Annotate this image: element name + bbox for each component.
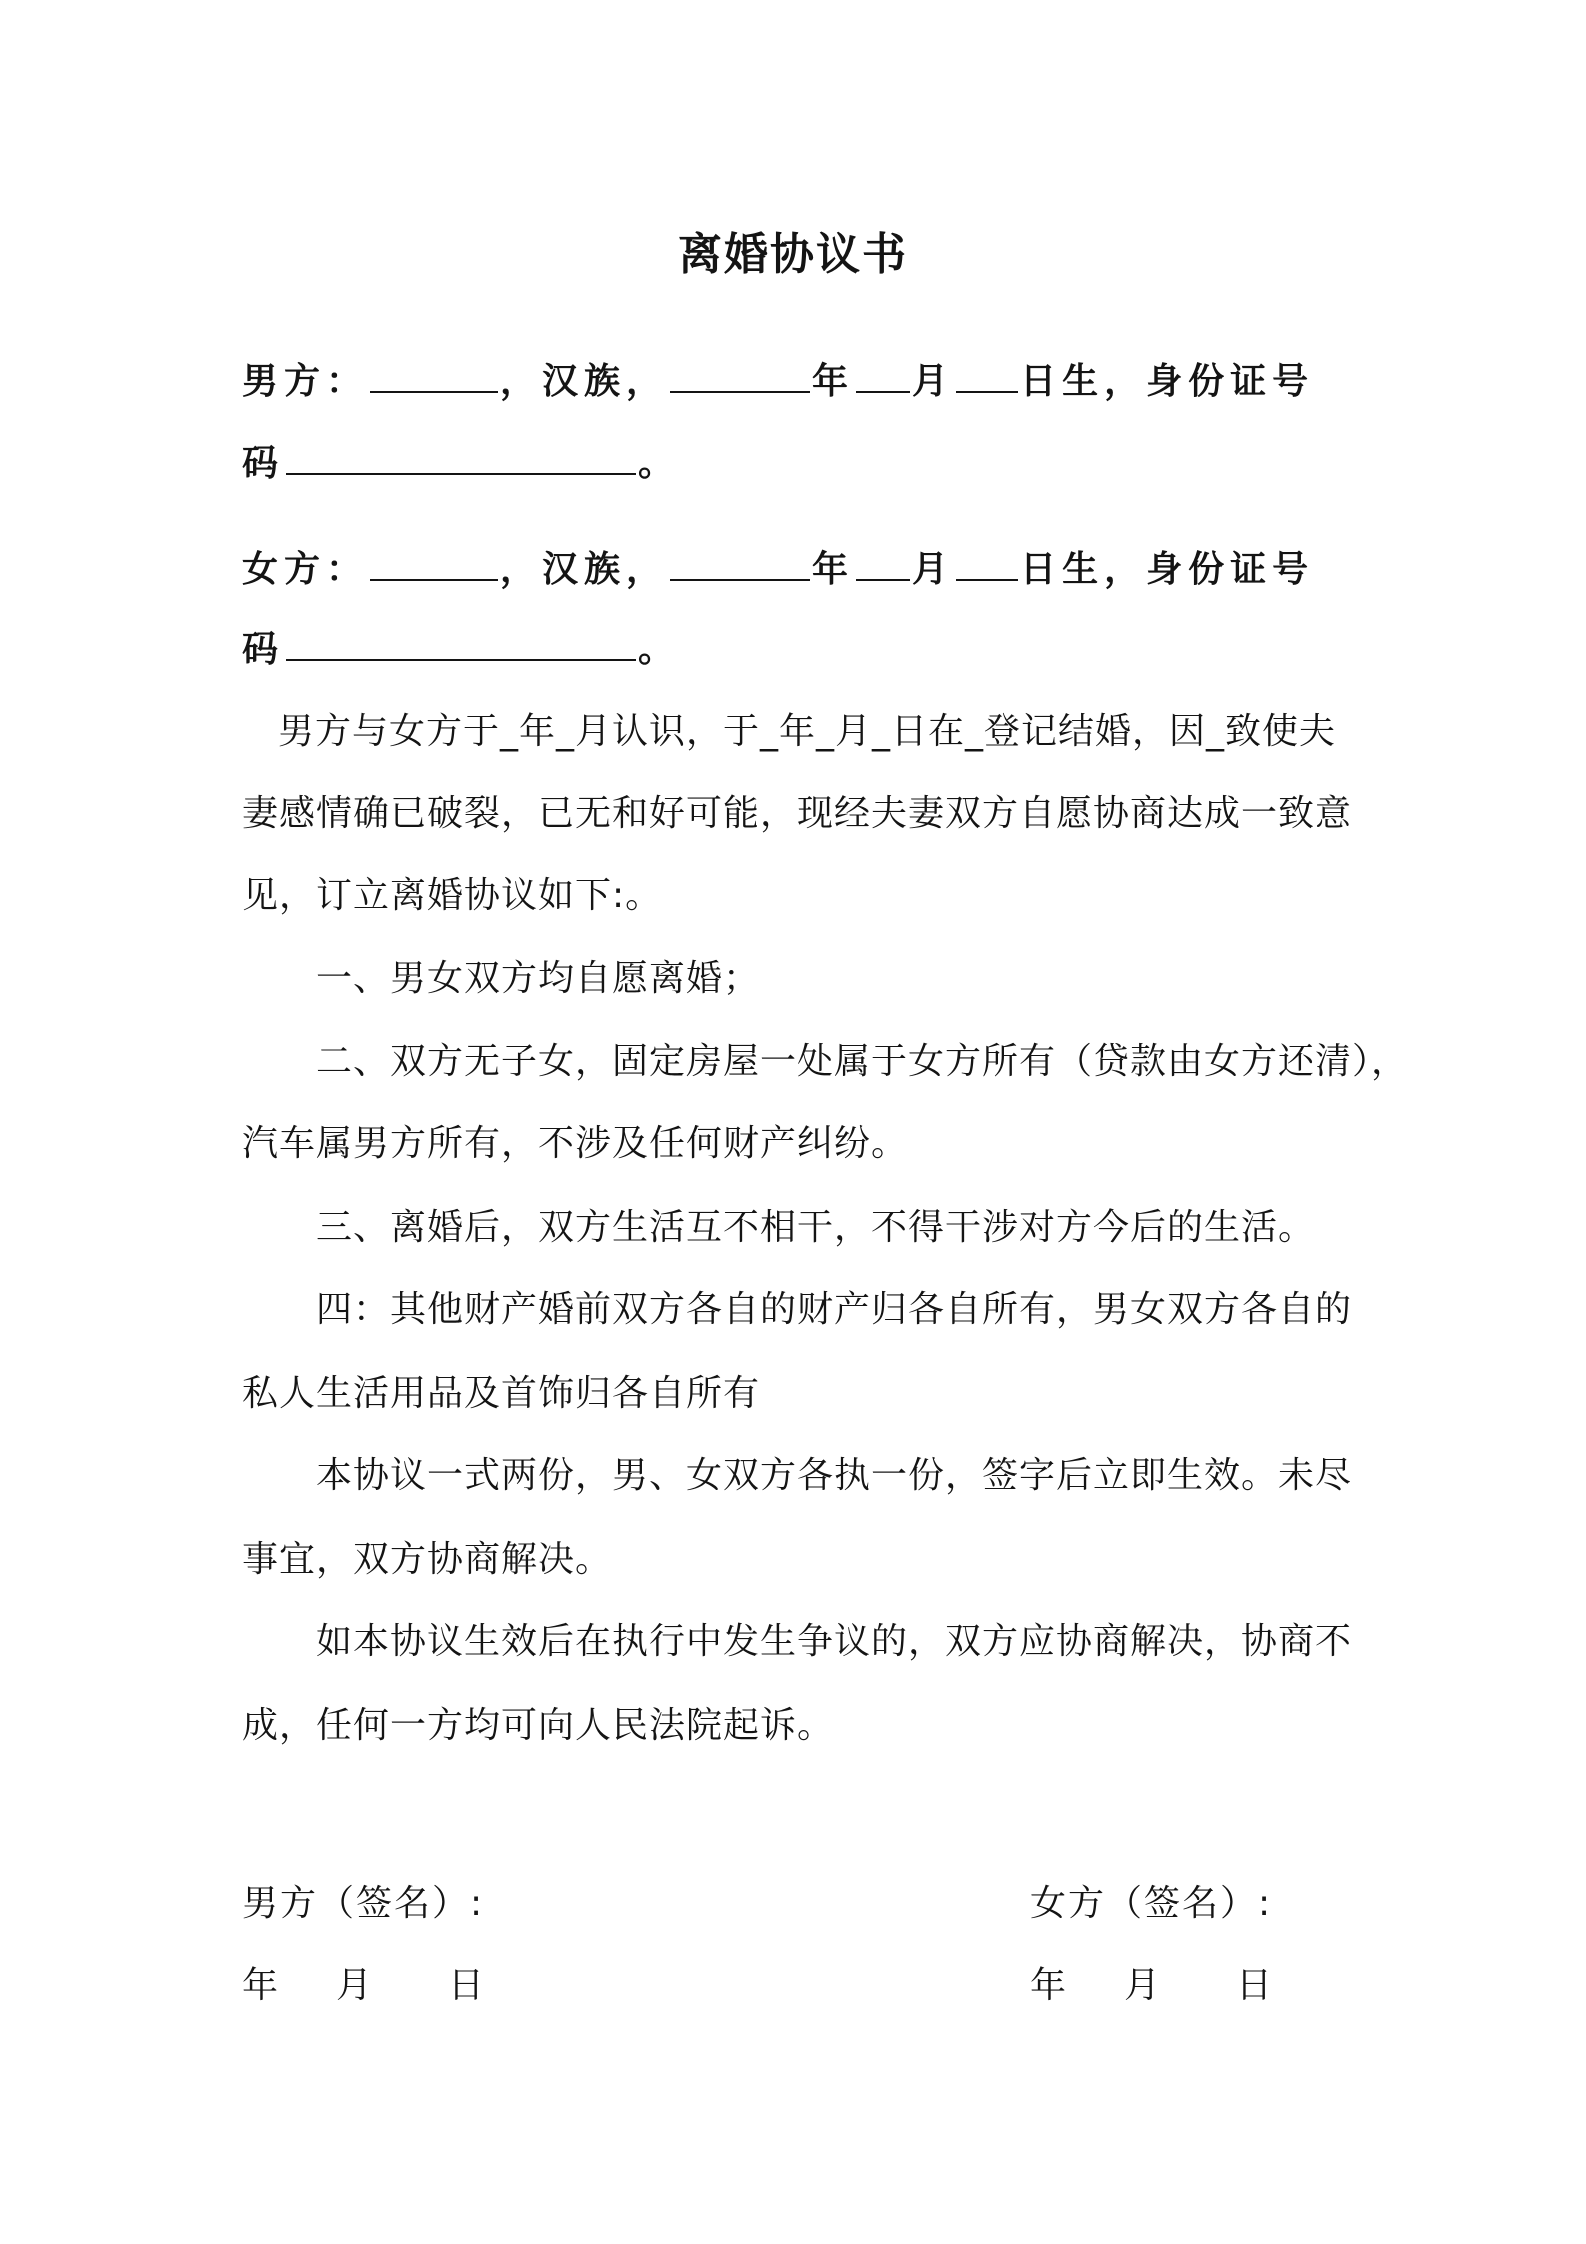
closing-2-line-1: 如本协议生效后在执行中发生争议的，双方应协商解决，协商不	[316, 1621, 1353, 1662]
male-id-end: 。	[638, 443, 681, 484]
male-name-blank[interactable]	[370, 361, 498, 393]
female-id-line	[242, 626, 1352, 674]
female-sign-month: 月	[1124, 1965, 1163, 2006]
clause-4-line-2: 私人生活用品及首饰归各自所有	[242, 1373, 761, 1414]
female-year-label: 年	[812, 549, 855, 590]
female-year-blank[interactable]	[670, 549, 810, 581]
male-sign-day: 日	[448, 1965, 487, 2006]
male-sign-year: 年	[242, 1965, 281, 2006]
intro-line-3: 见，订立离婚协议如下:。	[242, 875, 663, 916]
male-month-blank[interactable]	[856, 361, 910, 393]
intro-line-1: 男方与女方于_年_月认识，于_年_月_日在_登记结婚，因_致使夫	[278, 711, 1337, 752]
female-id-blank[interactable]	[286, 629, 636, 661]
female-info-line	[242, 546, 1352, 594]
male-month-label: 月	[912, 361, 955, 402]
female-id-prefix: 码	[242, 629, 285, 670]
female-signature-date	[1030, 1962, 1274, 2010]
male-id-line	[242, 440, 1352, 488]
male-id-prefix: 码	[242, 443, 285, 484]
male-signature-label: 男方（签名）:	[242, 1883, 485, 1924]
female-month-blank[interactable]	[856, 549, 910, 581]
clause-2-line-1: 二、双方无子女，固定房屋一处属于女方所有（贷款由女方还清），	[316, 1041, 1409, 1082]
female-label: 女方：	[242, 549, 369, 590]
female-ethnicity-text: ，汉族，	[500, 549, 669, 590]
male-ethnicity-text: ，汉族，	[500, 361, 669, 402]
male-day-blank[interactable]	[956, 361, 1018, 393]
closing-1-line-1: 本协议一式两份，男、女双方各执一份，签字后立即生效。未尽	[316, 1455, 1353, 1496]
female-day-blank[interactable]	[956, 549, 1018, 581]
male-id-blank[interactable]	[286, 443, 636, 475]
female-id-end: 。	[638, 629, 681, 670]
female-sign-year: 年	[1030, 1965, 1069, 2006]
male-year-blank[interactable]	[670, 361, 810, 393]
clause-1: 一、男女双方均自愿离婚；	[316, 958, 761, 999]
clause-3: 三、离婚后，双方生活互不相干，不得干涉对方今后的生活。	[316, 1207, 1316, 1248]
female-month-label: 月	[912, 549, 955, 590]
clause-2-line-2: 汽车属男方所有，不涉及任何财产纠纷。	[242, 1123, 909, 1164]
intro-line-2: 妻感情确已破裂，已无和好可能，现经夫妻双方自愿协商达成一致意	[242, 793, 1353, 834]
female-birth-id-label: 日生，身份证号	[1020, 549, 1315, 590]
male-info-line	[242, 358, 1352, 406]
closing-1-line-2: 事宜，双方协商解决。	[242, 1539, 613, 1580]
male-sign-month: 月	[336, 1965, 375, 2006]
male-label: 男方：	[242, 361, 369, 402]
male-year-label: 年	[812, 361, 855, 402]
male-birth-id-label: 日生，身份证号	[1020, 361, 1315, 402]
female-signature-label: 女方（签名）:	[1030, 1883, 1273, 1924]
closing-2-line-2: 成，任何一方均可向人民法院起诉。	[242, 1705, 835, 1746]
female-name-blank[interactable]	[370, 549, 498, 581]
clause-4-line-1: 四：其他财产婚前双方各自的财产归各自所有，男女双方各自的	[316, 1289, 1353, 1330]
female-sign-day: 日	[1236, 1965, 1275, 2006]
male-signature-date	[242, 1962, 486, 2010]
document-title: 离婚协议书	[678, 229, 908, 280]
